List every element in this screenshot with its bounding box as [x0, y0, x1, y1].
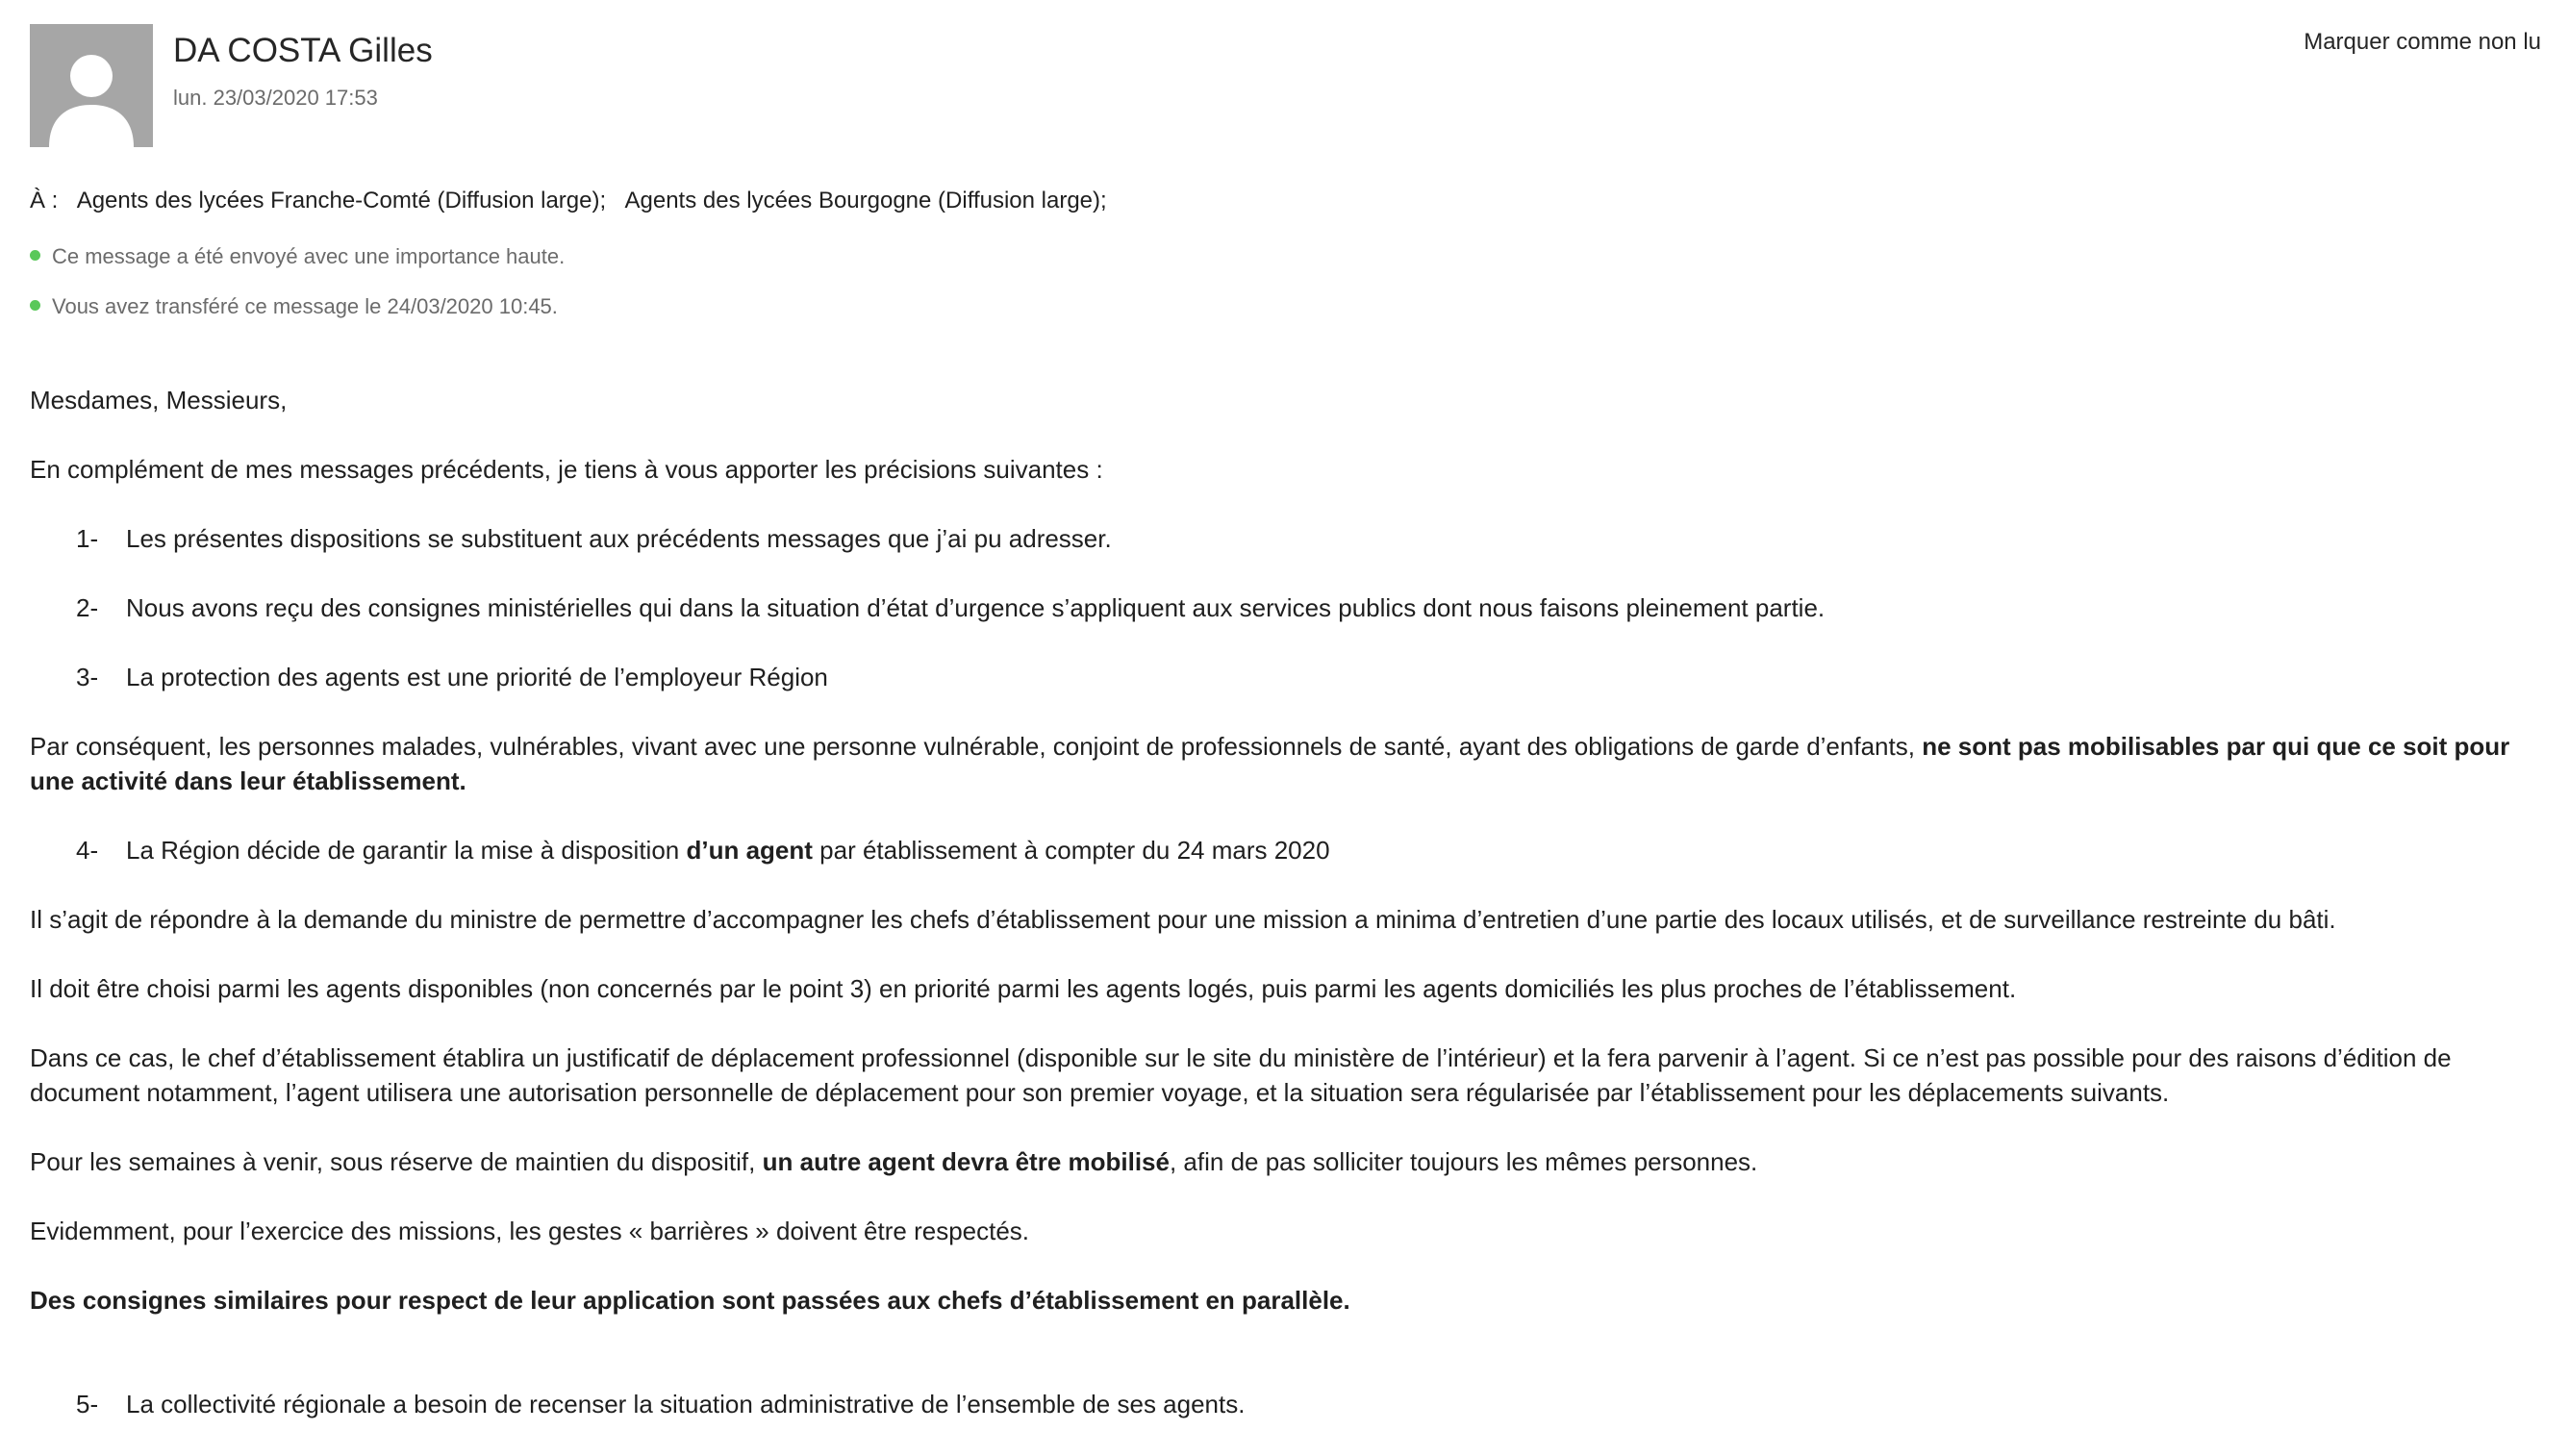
- list-text: La Région décide de garantir la mise à disposition: [126, 836, 680, 865]
- list-item: [30, 590, 2540, 625]
- list-text: Nous avons reçu des consignes ministérielles qui dans la situation d’état d’urgence s’appliquent aux services publics dont nous faisons pleinement partie.: [126, 593, 1826, 622]
- list-item: [30, 833, 2540, 867]
- list-number: 3-: [76, 663, 99, 691]
- list-number: 1-: [76, 524, 99, 553]
- paragraph-text: Pour les semaines à venir, sous réserve de maintien du dispositif,: [30, 1147, 756, 1176]
- status-dot-icon: [30, 300, 40, 311]
- mark-as-unread-button[interactable]: Marquer comme non lu: [2304, 29, 2541, 55]
- list-bold-text: d’un agent: [686, 836, 813, 865]
- message-body: [30, 383, 2540, 1456]
- sender-avatar: [30, 24, 153, 147]
- importance-notice: [30, 244, 565, 269]
- greeting: Mesdames, Messieurs,: [30, 386, 288, 414]
- list-item: [30, 1387, 2540, 1421]
- list-item: [30, 521, 2540, 556]
- list-item: [30, 660, 2540, 694]
- paragraph-text: Par conséquent, les personnes malades, vulnérables, vivant avec une personne vulnérable, conjoint de professionnels de santé, ayant des obligations de garde d’enfants,: [30, 732, 1915, 761]
- list-number: 5-: [76, 1390, 99, 1418]
- paragraph: Il s’agit de répondre à la demande du ministre de permettre d’accompagner les chefs d’établissement pour une mission a minima d’entretien d’une partie des locaux utilisés, et de surveillance restreinte du bâti.: [30, 905, 2336, 934]
- sender-name[interactable]: DA COSTA Gilles: [173, 32, 433, 69]
- recipients-line: [30, 188, 1121, 214]
- list-text: La protection des agents est une priorité de l’employeur Région: [126, 663, 828, 691]
- paragraph: Il doit être choisi parmi les agents disponibles (non concernés par le point 3) en priorité parmi les agents logés, puis parmi les agents domiciliés les plus proches de l’établissement.: [30, 974, 2017, 1003]
- status-dot-icon: [30, 250, 40, 261]
- sent-date: lun. 23/03/2020 17:53: [173, 86, 378, 110]
- spacer: [30, 1352, 2540, 1387]
- list-number: 2-: [76, 593, 99, 622]
- recipient[interactable]: Agents des lycées Bourgogne (Diffusion large);: [624, 188, 1107, 213]
- recipient[interactable]: Agents des lycées Franche-Comté (Diffusion large);: [76, 188, 607, 213]
- forwarded-text: Vous avez transféré ce message le 24/03/2020 10:45.: [52, 294, 558, 318]
- forwarded-notice: [30, 294, 558, 319]
- list-text: Les présentes dispositions se substituent aux précédents messages que j’ai pu adresser.: [126, 524, 1112, 553]
- list-text: par établissement à compter du 24 mars 2020: [819, 836, 1330, 865]
- paragraph: Evidemment, pour l’exercice des missions, les gestes « barrières » doivent être respectés.: [30, 1217, 1030, 1245]
- to-label: À :: [30, 188, 59, 213]
- list-text: La collectivité régionale a besoin de recenser la situation administrative de l’ensemble de ses agents.: [126, 1390, 1246, 1418]
- importance-text: Ce message a été envoyé avec une importance haute.: [52, 244, 566, 268]
- list-number: 4-: [76, 836, 99, 865]
- person-silhouette-icon: [30, 24, 153, 147]
- paragraph: [30, 1283, 2540, 1318]
- paragraph-bold-text: ne sont pas mobilisables par qui que ce soit pour une activité dans leur établissement.: [30, 732, 2510, 795]
- paragraph-bold-text: Des consignes similaires pour respect de leur application sont passées aux chefs d’établissement en parallèle.: [30, 1286, 1350, 1315]
- paragraph-bold-text: un autre agent devra être mobilisé: [762, 1147, 1170, 1176]
- paragraph: [30, 729, 2540, 798]
- intro-paragraph: En complément de mes messages précédents, je tiens à vous apporter les précisions suivantes :: [30, 455, 1103, 484]
- paragraph: [30, 1144, 2540, 1179]
- paragraph: Dans ce cas, le chef d’établissement établira un justificatif de déplacement professionnel (disponible sur le site du ministère de l’intérieur) et la fera parvenir à l’agent. Si ce n’est pas possible pour des raisons d’édition de document notamment, l’agent utilisera une autorisation personnelle de déplacement pour son premier voyage, et la situation sera régularisée par l’établissement pour les déplacements suivants.: [30, 1043, 2452, 1107]
- paragraph-text: , afin de pas solliciter toujours les mêmes personnes.: [1169, 1147, 1758, 1176]
